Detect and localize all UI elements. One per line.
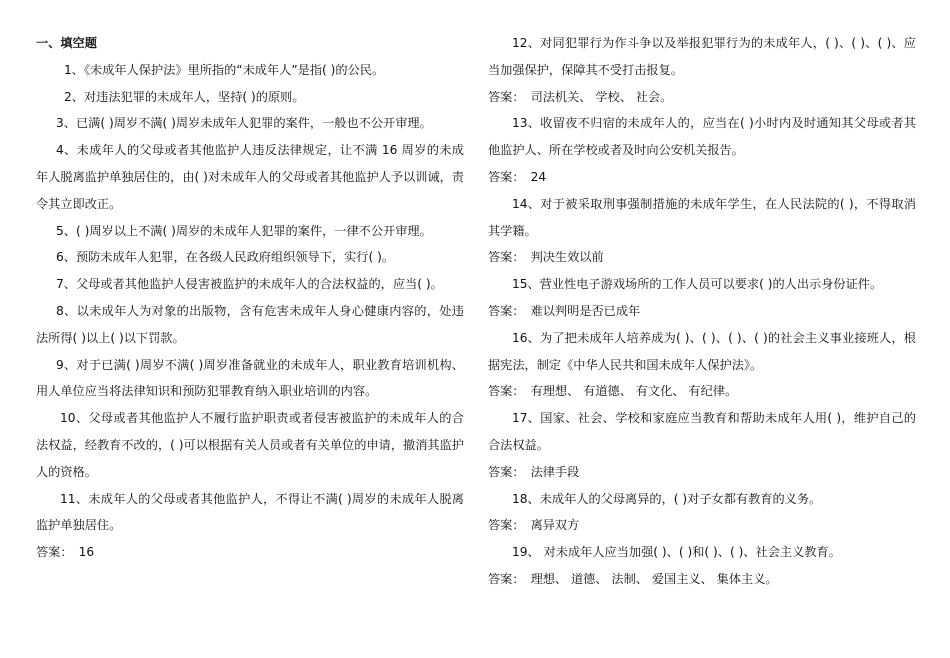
question-15: 15、营业性电子游戏场所的工作人员可以要求( )的人出示身份证件。: [512, 277, 883, 292]
question-1: 1、《未成年人保护法》里所指的“未成年人”是指( )的公民。: [64, 62, 385, 77]
question-11: 11、未成年人的父母或者其他监护人，不得让不满( )周岁的未成年人脱离监护单独居住。: [36, 491, 464, 533]
question-14: 14、对于被采取刑事强制措施的未成年学生，在人民法院的( )，不得取消其学籍。: [488, 196, 916, 238]
answer-11: [36, 539, 464, 566]
answer-text: 离异双方: [530, 518, 580, 533]
answer-label: 答案：: [488, 384, 525, 399]
answer-label: 答案：: [488, 464, 525, 479]
answer-19: [488, 566, 916, 593]
answer-label: 答案：: [488, 169, 525, 184]
question-9: 9、对于已满( )周岁不满( )周岁准备就业的未成年人，职业教育培训机构、用人单位应当将法律知识和预防犯罪教育纳入职业培训的内容。: [36, 357, 464, 399]
answer-16: [488, 378, 916, 405]
answer-14: [488, 244, 916, 271]
question-12: 12、对同犯罪行为作斗争以及举报犯罪行为的未成年人，( )、( )、( )、应当加强保护，保障其不受打击报复。: [488, 36, 916, 77]
answer-text: 有理想、 有道德、 有文化、 有纪律。: [530, 384, 738, 399]
question-6: 6、预防未成年人犯罪，在各级人民政府组织领导下，实行( )。: [56, 250, 395, 265]
question-3: 3、已满( )周岁不满( )周岁未成年人犯罪的案件，一般也不公开审理。: [56, 116, 432, 131]
answer-17: [488, 459, 916, 486]
question-4: 4、未成年人的父母或者其他监护人违反法律规定，让不满 16 周岁的未成年人脱离监护单独居住的，由( )对未成年人的父母或者其他监护人予以训诫，责令其立即改正。: [36, 143, 464, 211]
answer-label: 答案：: [36, 545, 73, 560]
question-5: 5、( )周岁以上不满( )周岁的未成年人犯罪的案件，一律不公开审理。: [56, 223, 432, 238]
answer-13: [488, 164, 916, 191]
answer-label: 答案：: [488, 303, 525, 318]
question-13: 13、收留夜不归宿的未成年人的，应当在( )小时内及时通知其父母或者其他监护人、所在学校或者及时向公安机关报告。: [488, 116, 916, 158]
question-18: 18、未成年人的父母离异的，( )对子女都有教育的义务。: [512, 491, 822, 506]
section-heading: 一、填空题: [36, 36, 97, 50]
answer-text: 24: [530, 169, 547, 184]
answer-15: [488, 298, 916, 325]
question-16: 16、为了把未成年人培养成为( )、( )、( )、( )的社会主义事业接班人，根据宪法，制定《中华人民共和国未成年人保护法》。: [488, 330, 916, 372]
question-10: 10、父母或者其他监护人不履行监护职责或者侵害被监护的未成年人的合法权益，经教育不改的，( )可以根据有关人员或者有关单位的申请，撤消其监护人的资格。: [36, 411, 464, 479]
answer-label: 答案：: [488, 89, 525, 104]
answer-label: 答案：: [488, 571, 525, 586]
right-column: [488, 30, 916, 593]
answer-label: 答案：: [488, 518, 525, 533]
question-2: 2、对违法犯罪的未成年人，坚持( )的原则。: [64, 89, 305, 104]
answer-text: 法律手段: [530, 464, 580, 479]
answer-12: [488, 84, 916, 111]
answer-text: 16: [78, 545, 95, 560]
question-17: 17、国家、社会、学校和家庭应当教育和帮助未成年人用( )，维护自己的合法权益。: [488, 411, 916, 452]
question-8: 8、以未成年人为对象的出版物，含有危害未成年人身心健康内容的，处违法所得( )以上( )以下罚款。: [36, 303, 464, 345]
answer-18: [488, 512, 916, 539]
answer-text: 判决生效以前: [530, 250, 604, 265]
answer-text: 难以判明是否已成年: [530, 303, 641, 318]
answer-text: 理想、 道德、 法制、 爱国主义、 集体主义。: [530, 571, 778, 586]
answer-text: 司法机关、 学校、 社会。: [530, 89, 673, 104]
left-column: [36, 30, 464, 566]
question-7: 7、父母或者其他监护人侵害被监护的未成年人的合法权益的，应当( )。: [56, 277, 443, 292]
answer-label: 答案：: [488, 250, 525, 265]
question-19: 19、 对未成年人应当加强( )、( )和( )、( )、社会主义教育。: [512, 545, 841, 560]
